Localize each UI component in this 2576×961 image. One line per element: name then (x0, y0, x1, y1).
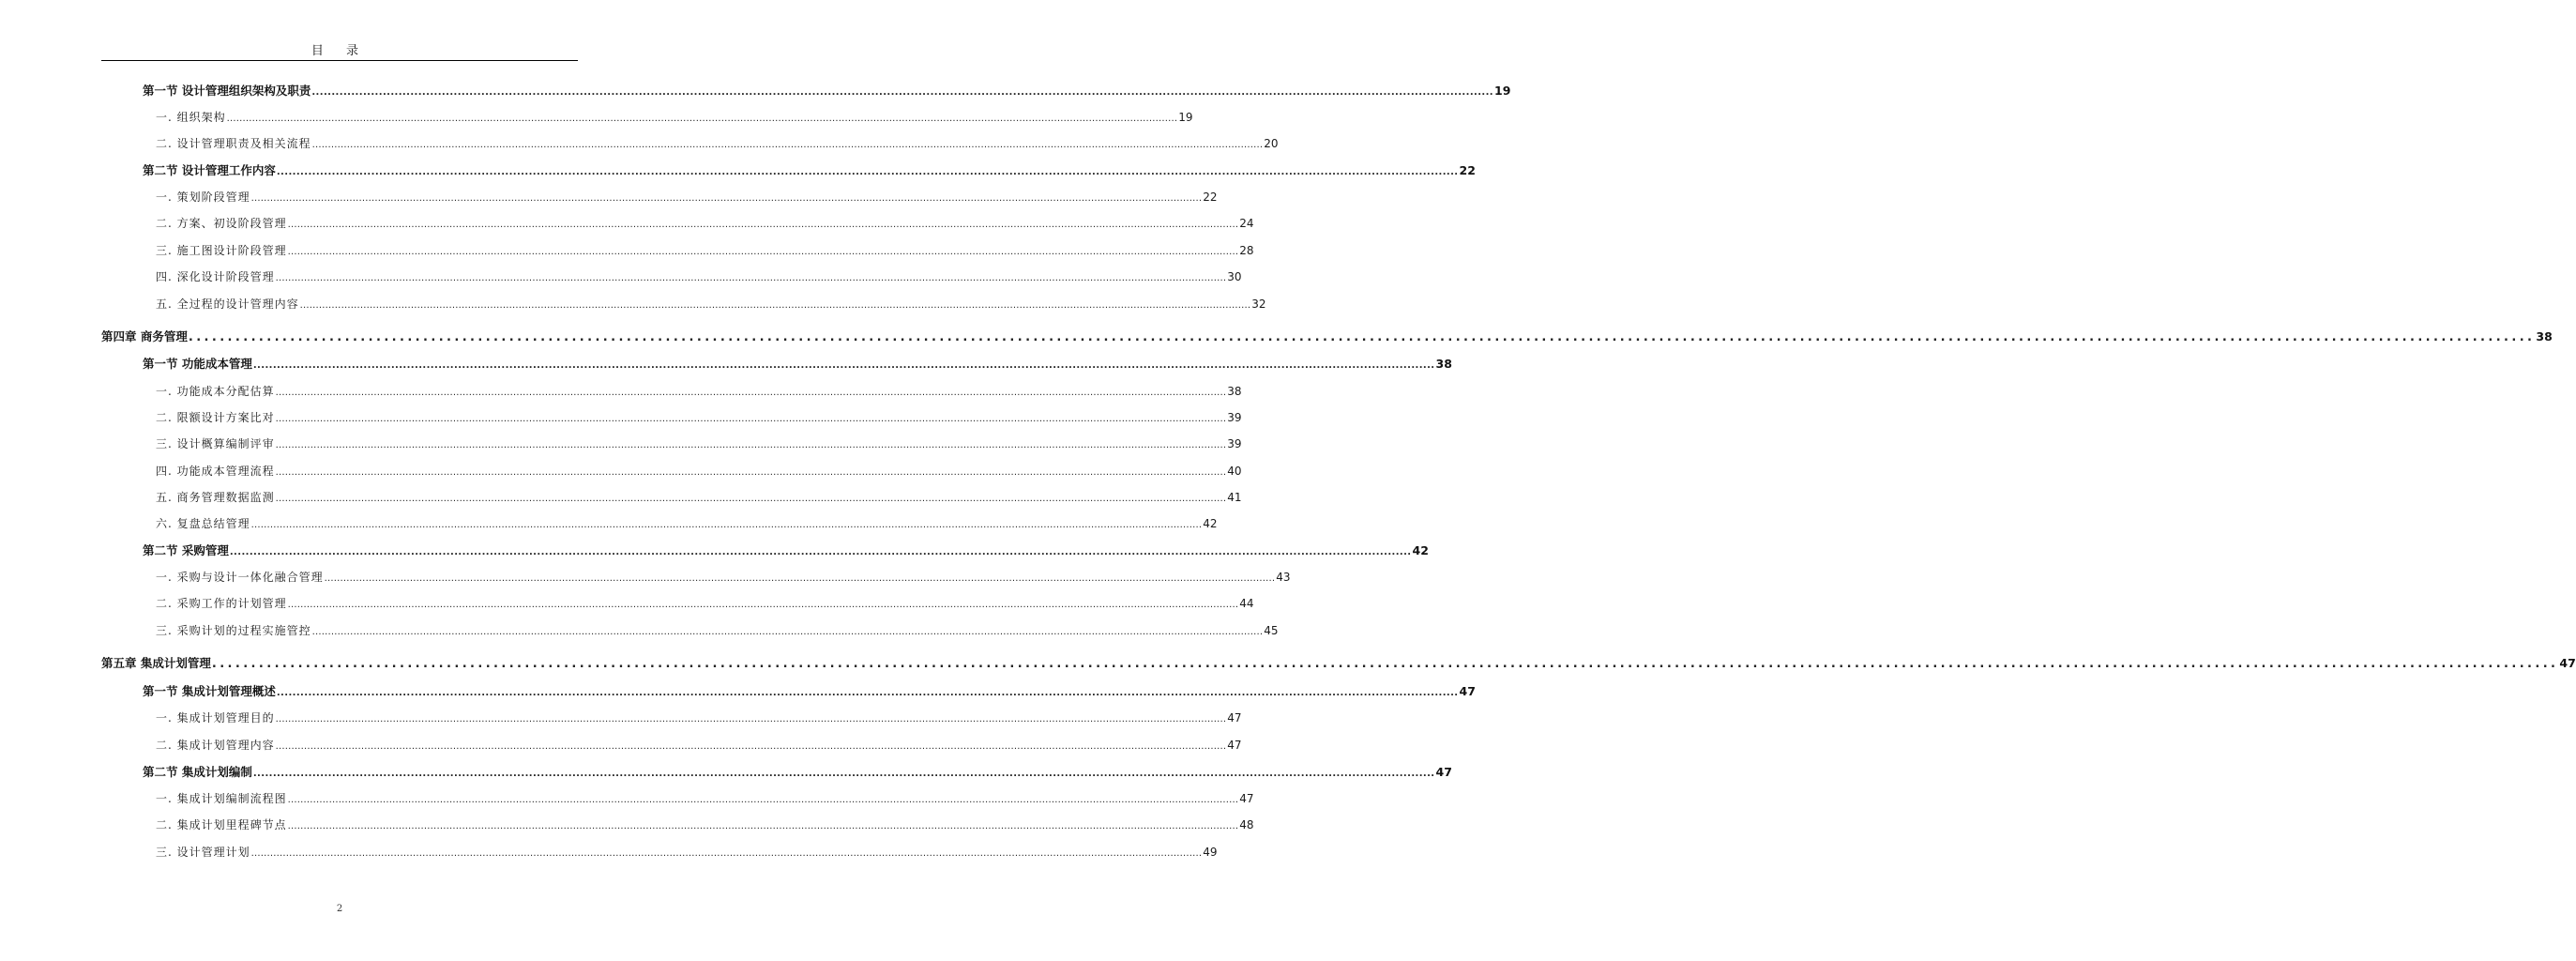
toc-page-number: 43 (1276, 571, 1291, 584)
toc-entry-label: 三. 采购计划的过程实施管控 (156, 624, 311, 637)
toc-dot-leader: ............................................................................................................................................................................................................................................................................................................ (275, 414, 1227, 424)
toc-page-number: 19 (1178, 111, 1193, 124)
toc-entry-label: 第四章 商务管理 (101, 329, 188, 343)
toc-dot-leader: ............................................................................................................................................................................................................................................................................................................ (226, 114, 1178, 124)
toc-entry-label: 一. 采购与设计一体化融合管理 (156, 571, 324, 584)
toc-entry-label: 三. 设计概算编制评审 (156, 437, 275, 450)
toc-subsection-entry[interactable] (156, 516, 1218, 533)
toc-page-number: 40 (1227, 465, 1242, 478)
toc-dot-leader: ............................................................................................................................................................................................................................................................................................................ (287, 220, 1239, 230)
toc-section-entry[interactable] (143, 543, 1429, 560)
toc-page-number: 47 (1227, 711, 1242, 725)
toc-entry-label: 三. 施工图设计阶段管理 (156, 244, 287, 257)
toc-entry-label: 第一节 集成计划管理概述 (143, 684, 276, 698)
toc-dot-leader: ............................................................................................................................................................................................................................................................................................................ (311, 87, 1494, 98)
page-number: 2 (336, 904, 343, 914)
toc-subsection-entry[interactable] (156, 738, 1242, 755)
toc-subsection-entry[interactable] (156, 436, 1242, 453)
toc-section-entry[interactable] (143, 163, 1476, 180)
toc-section-entry[interactable] (143, 684, 1476, 701)
toc-entry-label: 一. 功能成本分配估算 (156, 385, 275, 398)
toc-dot-leader: ............................................................................................................................................................................................................................................................................................................ (287, 247, 1239, 257)
toc-page-number: 49 (1203, 846, 1218, 859)
toc-entry-label: 第一节 功能成本管理 (143, 357, 252, 371)
toc-dot-leader: ............................................................................................................................................................................................................................................................................................................ (287, 600, 1239, 610)
toc-entry-label: 第一节 设计管理组织架构及职责 (143, 84, 311, 98)
toc-dot-leader: ............................................................................................................................................................................................................................................................................................................ (211, 657, 2559, 671)
toc-subsection-entry[interactable] (156, 216, 1254, 233)
toc-page-number: 28 (1239, 244, 1254, 257)
toc-entry-label: 第五章 集成计划管理 (101, 656, 211, 670)
toc-entry-label: 二. 采购工作的计划管理 (156, 597, 287, 610)
toc-dot-leader: ............................................................................................................................................................................................................................................................................................................ (252, 769, 1435, 779)
toc-dot-leader: ............................................................................................................................................................................................................................................................................................................ (311, 627, 1264, 637)
toc-entry-label: 四. 功能成本管理流程 (156, 465, 275, 478)
toc-page-number: 48 (1239, 818, 1254, 831)
toc-entry-label: 一. 组织架构 (156, 111, 226, 124)
toc-subsection-entry[interactable] (156, 817, 1254, 834)
toc-dot-leader: ............................................................................................................................................................................................................................................................................................................ (275, 741, 1227, 752)
toc-section-entry[interactable] (143, 765, 1452, 782)
toc-subsection-entry[interactable] (156, 623, 1279, 640)
toc-entry-label: 二. 限额设计方案比对 (156, 411, 275, 424)
toc-subsection-entry[interactable] (156, 110, 1193, 127)
toc-entry-label: 二. 集成计划里程碑节点 (156, 818, 287, 831)
toc-subsection-entry[interactable] (156, 269, 1242, 286)
toc-dot-leader: ............................................................................................................................................................................................................................................................................................................ (250, 193, 1203, 204)
toc-subsection-entry[interactable] (156, 243, 1254, 260)
toc-subsection-entry[interactable] (156, 845, 1218, 862)
toc-entry-label: 二. 设计管理职责及相关流程 (156, 137, 311, 150)
toc-dot-leader: ............................................................................................................................................................................................................................................................................................................ (275, 388, 1227, 398)
toc-entry-label: 一. 集成计划管理目的 (156, 711, 275, 725)
toc-entry-label: 二. 方案、初设阶段管理 (156, 217, 287, 230)
toc-page-number: 39 (1227, 437, 1242, 450)
page-header-title: 目 录 (311, 44, 369, 58)
toc-chapter-entry[interactable] (101, 329, 2553, 345)
toc-dot-leader: ............................................................................................................................................................................................................................................................................................................ (324, 573, 1276, 584)
toc-page-number: 32 (1251, 297, 1266, 311)
toc-page-number: 20 (1264, 137, 1279, 150)
toc-dot-leader: ............................................................................................................................................................................................................................................................................................................ (275, 440, 1227, 450)
toc-page-number: 24 (1239, 217, 1254, 230)
toc-entry-label: 一. 策划阶段管理 (156, 191, 250, 204)
toc-subsection-entry[interactable] (156, 297, 1266, 313)
toc-subsection-entry[interactable] (156, 791, 1254, 808)
toc-subsection-entry[interactable] (156, 384, 1242, 401)
toc-page-number: 30 (1227, 270, 1242, 283)
toc-subsection-entry[interactable] (156, 136, 1279, 153)
toc-page-number: 47 (1459, 684, 1476, 698)
toc-subsection-entry[interactable] (156, 570, 1291, 587)
toc-dot-leader: ............................................................................................................................................................................................................................................................................................................ (276, 688, 1459, 698)
toc-dot-leader: ............................................................................................................................................................................................................................................................................................................ (250, 848, 1203, 859)
toc-page-number: 42 (1412, 543, 1429, 557)
toc-dot-leader: ............................................................................................................................................................................................................................................................................................................ (287, 821, 1239, 831)
toc-page-number: 42 (1203, 517, 1218, 530)
toc-dot-leader: ............................................................................................................................................................................................................................................................................................................ (275, 273, 1227, 283)
toc-entry-label: 第二节 集成计划编制 (143, 765, 252, 779)
toc-entry-label: 五. 全过程的设计管理内容 (156, 297, 299, 311)
toc-page-number: 38 (1435, 357, 1452, 371)
toc-page-number: 38 (1227, 385, 1242, 398)
toc-chapter-entry[interactable] (101, 656, 2576, 672)
toc-subsection-entry[interactable] (156, 464, 1242, 480)
toc-subsection-entry[interactable] (156, 710, 1242, 727)
toc-page-number: 47 (2559, 656, 2576, 670)
toc-dot-leader: ............................................................................................................................................................................................................................................................................................................ (229, 547, 1412, 557)
toc-page-number: 47 (1239, 792, 1254, 805)
toc-entry-label: 六. 复盘总结管理 (156, 517, 250, 530)
toc-entry-label: 五. 商务管理数据监测 (156, 491, 275, 504)
toc-dot-leader: ............................................................................................................................................................................................................................................................................................................ (252, 360, 1435, 371)
toc-dot-leader: ............................................................................................................................................................................................................................................................................................................ (250, 520, 1203, 530)
toc-section-entry[interactable] (143, 84, 1511, 100)
toc-page-number: 44 (1239, 597, 1254, 610)
toc-dot-leader: ............................................................................................................................................................................................................................................................................................................ (188, 330, 2536, 344)
toc-page-number: 47 (1227, 739, 1242, 752)
toc-page-number: 22 (1203, 191, 1218, 204)
toc-page-number: 19 (1494, 84, 1511, 98)
toc-subsection-entry[interactable] (156, 490, 1242, 507)
toc-dot-leader: ............................................................................................................................................................................................................................................................................................................ (275, 494, 1227, 504)
toc-entry-label: 三. 设计管理计划 (156, 846, 250, 859)
toc-page-number: 38 (2536, 329, 2553, 343)
toc-dot-leader: ............................................................................................................................................................................................................................................................................................................ (299, 300, 1251, 311)
header-rule (101, 60, 578, 61)
toc-dot-leader: ............................................................................................................................................................................................................................................................................................................ (287, 795, 1239, 805)
toc-entry-label: 第二节 采购管理 (143, 543, 229, 557)
toc-section-entry[interactable] (143, 357, 1452, 374)
toc-page-number: 45 (1264, 624, 1279, 637)
toc-entry-label: 四. 深化设计阶段管理 (156, 270, 275, 283)
toc-page-number: 41 (1227, 491, 1242, 504)
toc-subsection-entry[interactable] (156, 190, 1218, 206)
toc-dot-leader: ............................................................................................................................................................................................................................................................................................................ (275, 467, 1227, 478)
toc-entry-label: 第二节 设计管理工作内容 (143, 163, 276, 177)
toc-subsection-entry[interactable] (156, 410, 1242, 427)
toc-entry-label: 一. 集成计划编制流程图 (156, 792, 287, 805)
toc-page-number: 22 (1459, 163, 1476, 177)
toc-page-number: 39 (1227, 411, 1242, 424)
toc-dot-leader: ............................................................................................................................................................................................................................................................................................................ (276, 167, 1459, 177)
toc-dot-leader: ............................................................................................................................................................................................................................................................................................................ (275, 714, 1227, 725)
toc-dot-leader: ............................................................................................................................................................................................................................................................................................................ (311, 140, 1264, 150)
toc-page-number: 47 (1435, 765, 1452, 779)
toc-entry-label: 二. 集成计划管理内容 (156, 739, 275, 752)
toc-subsection-entry[interactable] (156, 596, 1254, 613)
